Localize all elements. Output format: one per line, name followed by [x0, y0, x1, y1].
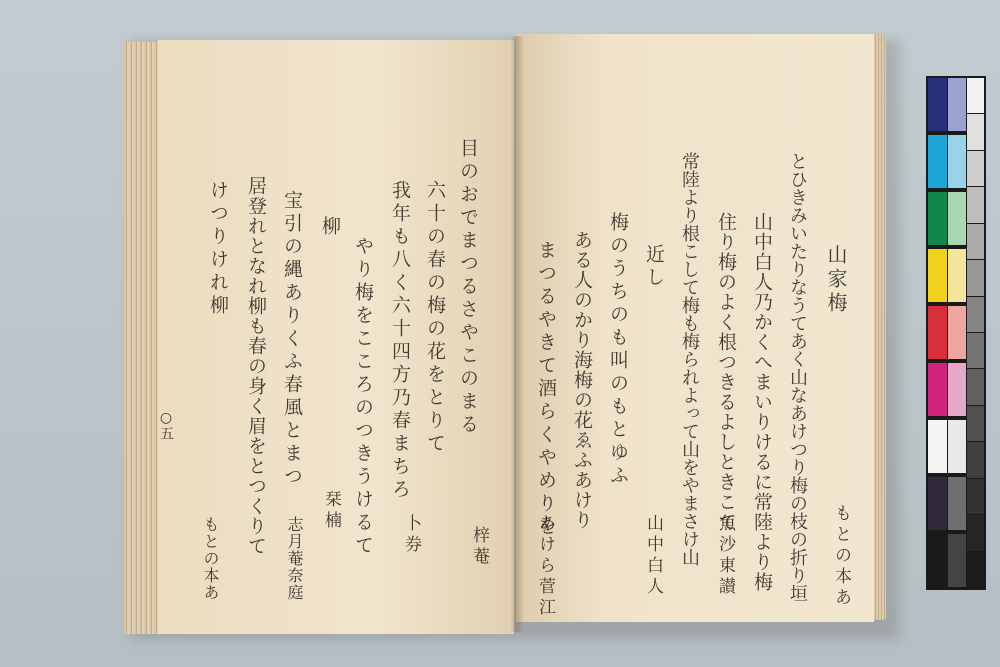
gray-swatch — [967, 369, 984, 404]
folio-number: ○五 — [158, 410, 174, 440]
text-column: 六十の春の梅の花をとりて — [424, 180, 446, 456]
gray-swatch — [967, 552, 984, 587]
text-column: 我年も八く六十四方乃春まちろ — [389, 180, 411, 502]
color-swatch — [928, 306, 947, 359]
gray-swatch — [967, 333, 984, 368]
signature: 魚沙東讃 — [715, 514, 735, 598]
text-column: 目のおでまつるさやこのまる — [457, 138, 479, 437]
gray-swatch — [967, 114, 984, 149]
color-swatch — [948, 135, 966, 188]
signature: 志月菴奈庭 — [285, 516, 304, 601]
gray-swatch — [967, 479, 984, 514]
color-swatch — [928, 477, 947, 530]
gray-swatch — [967, 442, 984, 477]
text-column: 常陸より根こして梅も梅られよって山をやまさけ山 — [679, 152, 700, 566]
color-swatch — [948, 192, 966, 245]
color-swatch — [928, 249, 947, 302]
color-swatch — [928, 363, 947, 416]
text-column: ある人のかり海梅の花ゑふあけり — [571, 230, 593, 530]
text-column: 宝引の縄ありくふ春風とまつ — [281, 190, 303, 489]
text-column: やり梅をこころのつきうけるて — [352, 236, 374, 558]
signature: 山中白人 — [643, 514, 663, 598]
gray-swatch — [967, 187, 984, 222]
right-page — [516, 34, 874, 622]
text-column: 柳 — [319, 216, 341, 239]
color-calibration-target — [926, 76, 986, 590]
color-swatch — [928, 135, 947, 188]
color-swatch — [948, 534, 966, 587]
color-swatch — [948, 420, 966, 473]
signature: 梓菴 — [469, 526, 489, 568]
color-swatch — [948, 306, 966, 359]
gray-swatch — [967, 260, 984, 295]
color-swatch — [928, 78, 947, 131]
color-swatch — [928, 192, 947, 245]
signature: 栞楠 — [321, 490, 341, 532]
signature: あけら菅江 — [535, 514, 555, 619]
color-swatch — [948, 363, 966, 416]
text-column: 近し — [643, 244, 665, 290]
gray-swatch — [967, 224, 984, 259]
color-swatch — [948, 249, 966, 302]
signature: もとの本あ — [201, 516, 220, 601]
gray-swatch — [967, 151, 984, 186]
color-swatch — [928, 420, 947, 473]
text-column: 居登れとなれ柳も春の身く眉をとつくりて — [245, 176, 267, 556]
text-column: 梅のうちのも叫のもとゆふ — [607, 212, 629, 488]
left-page — [158, 40, 514, 634]
text-column: 住り梅のよく根つきるよしときこて — [715, 212, 737, 532]
text-column: まつるやきて酒らくやめりを — [535, 240, 557, 539]
color-swatch — [948, 477, 966, 530]
gray-swatch — [967, 297, 984, 332]
color-swatch — [928, 534, 947, 587]
gray-swatch — [967, 406, 984, 441]
book-edge-left — [124, 42, 160, 634]
color-swatch — [948, 78, 966, 131]
text-column: とひきみいたりなうてあく山なあけつり梅の枝の折り垣 — [787, 152, 808, 602]
text-column: 山家梅 — [824, 244, 848, 316]
gray-swatch — [967, 515, 984, 550]
book-gutter — [510, 36, 524, 632]
signature: もとの本あ — [831, 504, 851, 609]
gray-swatch — [967, 78, 984, 113]
text-column: けつりけれ柳 — [207, 180, 229, 318]
text-column: 山中白人乃かくへまいりけるに常陸より梅 — [751, 212, 773, 592]
signature: 卜券 — [401, 514, 421, 556]
